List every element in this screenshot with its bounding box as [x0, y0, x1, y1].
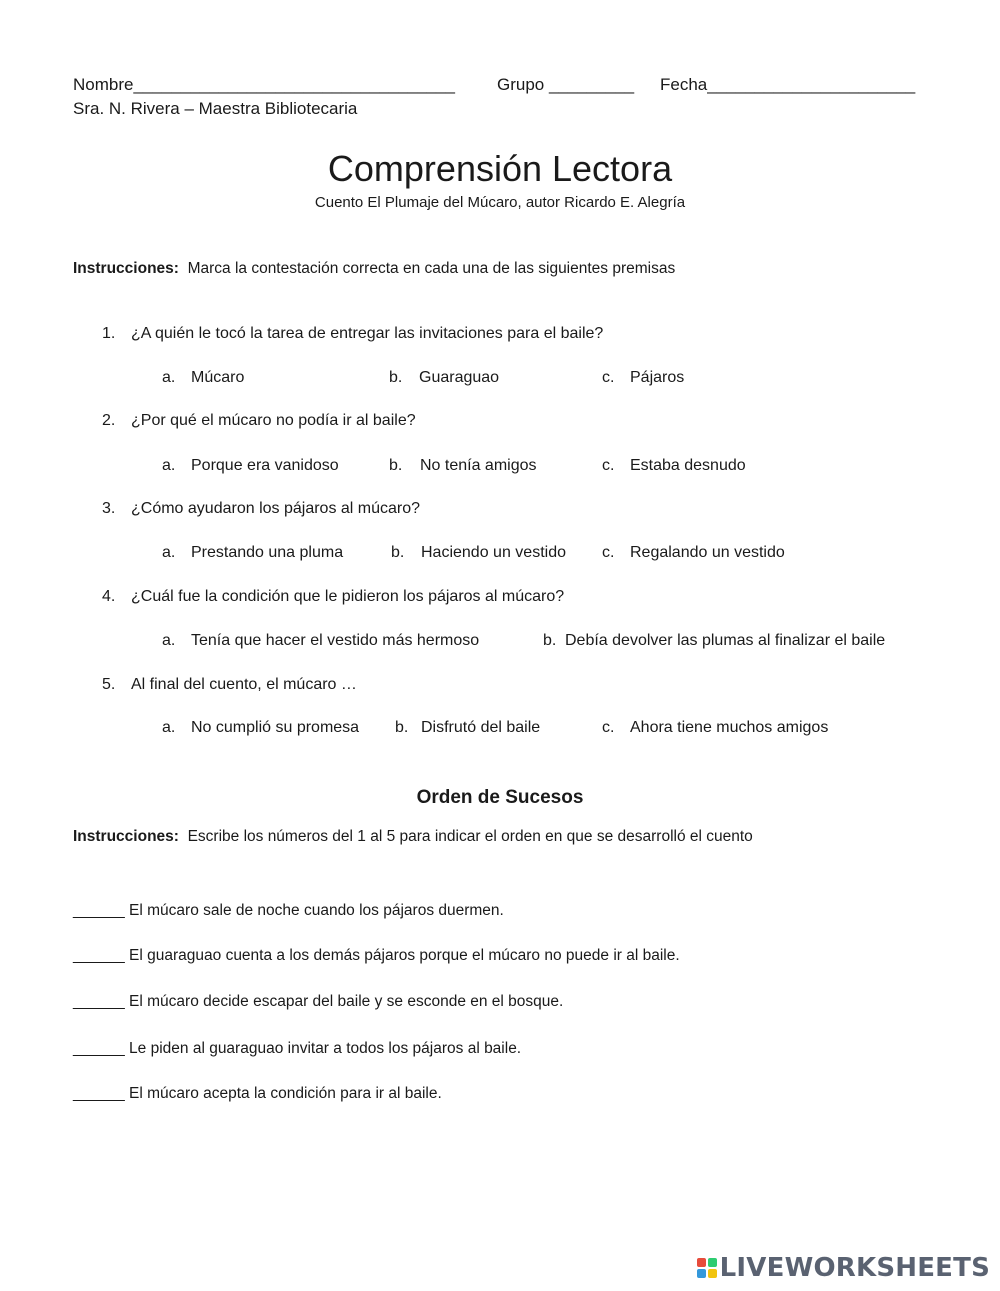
question-4-option-b-letter: b. — [543, 632, 557, 649]
event-3-blank[interactable]: ______ — [73, 993, 125, 1010]
event-row-1 — [73, 902, 504, 920]
question-5-option-a-letter: a. — [162, 719, 176, 736]
instructions-1-text: Marca la contestación correcta en cada una de las siguientes premisas — [187, 260, 676, 277]
question-2-text: ¿Por qué el múcaro no podía ir al baile? — [131, 412, 416, 429]
instructions-2-label: Instrucciones: — [73, 828, 179, 845]
event-5-text: El múcaro acepta la condición para ir al baile. — [129, 1085, 442, 1102]
logo-square-yellow — [708, 1269, 717, 1278]
logo-square-blue — [697, 1269, 706, 1278]
question-4-text: ¿Cuál fue la condición que le pidieron los pájaros al múcaro? — [131, 588, 565, 605]
fecha-field: Fecha______________________ — [660, 75, 916, 94]
event-1-text: El múcaro sale de noche cuando los pájaros duermen. — [129, 902, 504, 919]
question-4-number: 4. — [102, 588, 116, 605]
question-5-number: 5. — [102, 676, 116, 693]
question-1-option-a-letter: a. — [162, 369, 176, 386]
instructions-1 — [73, 260, 675, 278]
page-title: Comprensión Lectora — [327, 148, 673, 189]
question-3-option-a[interactable]: Prestando una pluma — [191, 544, 344, 561]
question-1-text: ¿A quién le tocó la tarea de entregar las invitaciones para el baile? — [131, 325, 604, 342]
question-4-option-b[interactable]: Debía devolver las plumas al finalizar el baile — [565, 632, 886, 649]
instructions-2-text: Escribe los números del 1 al 5 para indicar el orden en que se desarrolló el cuento — [187, 828, 753, 845]
instructions-2 — [73, 828, 753, 846]
question-1-option-a[interactable]: Múcaro — [191, 369, 245, 386]
question-1-option-c-letter: c. — [602, 369, 615, 386]
question-5-option-b-letter: b. — [395, 719, 409, 736]
page-subtitle: Cuento El Plumaje del Múcaro, autor Ricardo E. Alegría — [314, 194, 686, 211]
event-1-blank[interactable]: ______ — [73, 902, 125, 919]
event-row-4 — [73, 1040, 521, 1058]
instructions-1-label: Instrucciones: — [73, 260, 179, 277]
logo-text: LIVEWORKSHEETS — [719, 1253, 990, 1283]
event-row-3 — [73, 993, 563, 1011]
nombre-field: Nombre__________________________________ — [73, 75, 455, 94]
logo-square-red — [697, 1258, 706, 1267]
question-5-text: Al final del cuento, el múcaro … — [131, 676, 357, 693]
question-5-option-c[interactable]: Ahora tiene muchos amigos — [630, 719, 829, 736]
question-2-option-a-letter: a. — [162, 457, 176, 474]
question-3-option-a-letter: a. — [162, 544, 176, 561]
question-2-option-a[interactable]: Porque era vanidoso — [191, 457, 339, 474]
question-2-option-b[interactable]: No tenía amigos — [420, 457, 537, 474]
teacher-name: Sra. N. Rivera – Maestra Bibliotecaria — [73, 99, 358, 118]
liveworksheets-logo — [697, 1253, 990, 1283]
event-4-blank[interactable]: ______ — [73, 1040, 125, 1057]
event-3-text: El múcaro decide escapar del baile y se esconde en el bosque. — [129, 993, 564, 1010]
logo-mark-icon — [697, 1258, 717, 1278]
grupo-field: Grupo _________ — [497, 75, 635, 94]
question-3-number: 3. — [102, 500, 116, 517]
question-3-option-b[interactable]: Haciendo un vestido — [421, 544, 566, 561]
question-3-option-c-letter: c. — [602, 544, 615, 561]
question-4-option-a-letter: a. — [162, 632, 176, 649]
event-2-blank[interactable]: ______ — [73, 947, 125, 964]
question-5-option-a[interactable]: No cumplió su promesa — [191, 719, 360, 736]
question-2-option-b-letter: b. — [389, 457, 403, 474]
question-5-option-b[interactable]: Disfrutó del baile — [421, 719, 541, 736]
question-3-option-c[interactable]: Regalando un vestido — [630, 544, 785, 561]
question-2-option-c-letter: c. — [602, 457, 615, 474]
question-2-option-c[interactable]: Estaba desnudo — [630, 457, 746, 474]
event-4-text: Le piden al guaraguao invitar a todos los pájaros al baile. — [129, 1040, 522, 1057]
question-3-text: ¿Cómo ayudaron los pájaros al múcaro? — [131, 500, 421, 517]
section-title: Orden de Sucesos — [416, 787, 584, 808]
logo-square-green — [708, 1258, 717, 1267]
event-2-text: El guaraguao cuenta a los demás pájaros porque el múcaro no puede ir al baile. — [129, 947, 680, 964]
question-1-number: 1. — [102, 325, 116, 342]
event-row-2 — [73, 947, 680, 965]
question-2-number: 2. — [102, 412, 116, 429]
question-4-option-a[interactable]: Tenía que hacer el vestido más hermoso — [191, 632, 480, 649]
event-row-5 — [73, 1085, 442, 1103]
question-1-option-b-letter: b. — [389, 369, 403, 386]
question-1-option-b[interactable]: Guaraguao — [419, 369, 500, 386]
question-1-option-c[interactable]: Pájaros — [630, 369, 685, 386]
question-3-option-b-letter: b. — [391, 544, 405, 561]
event-5-blank[interactable]: ______ — [73, 1085, 125, 1102]
question-5-option-c-letter: c. — [602, 719, 615, 736]
